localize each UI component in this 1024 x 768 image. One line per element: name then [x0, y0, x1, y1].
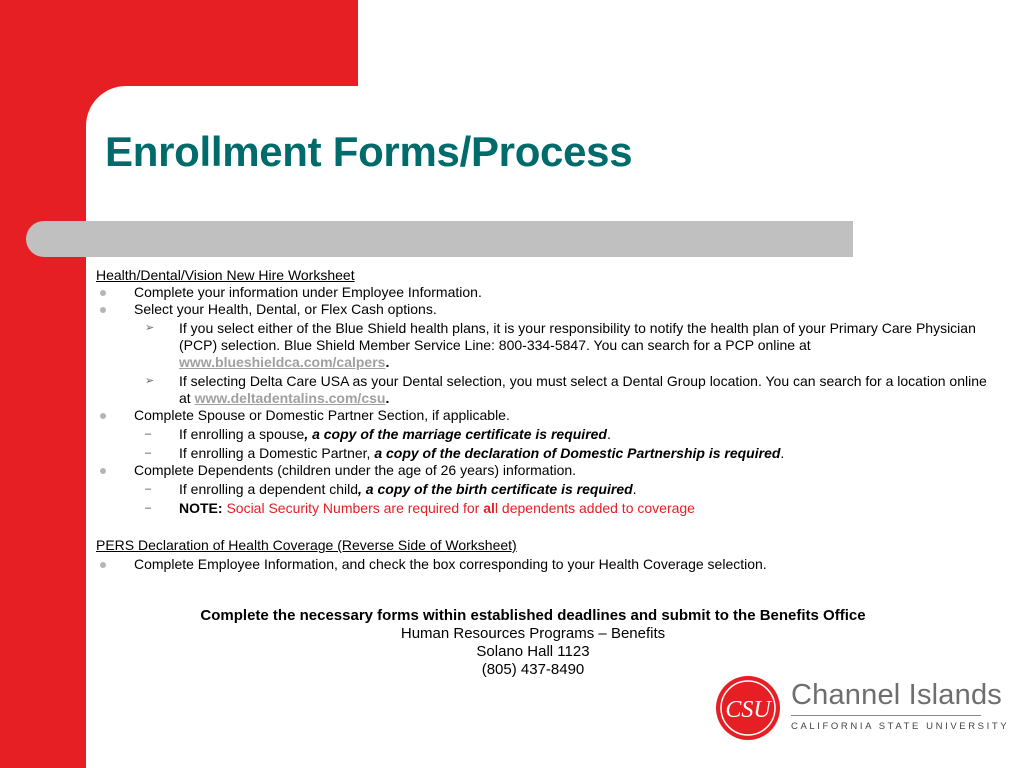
sub-bullet-item: [96, 445, 996, 462]
footer-phone: (805) 437-8490: [481, 661, 585, 678]
bullet-text: Select your Health, Dental, or Flex Cash options.: [134, 301, 437, 317]
bullet-text: Complete Employee Information, and check the box corresponding to your Health Coverage selection.: [134, 556, 767, 572]
slide-footer: [96, 607, 970, 679]
section-heading-worksheet: Health/Dental/Vision New Hire Worksheet: [96, 267, 355, 283]
sub-bullet-item: [96, 373, 996, 407]
university-logo: [715, 675, 1010, 741]
required-notice: a copy of the declaration of Domestic Partnership is required: [374, 445, 781, 461]
sub-bullet-item: [96, 426, 996, 443]
required-notice: , a copy of the marriage certificate is required: [304, 426, 607, 442]
arrow-bullet-icon: ➢: [145, 375, 155, 387]
bullet-dot-icon: [100, 290, 106, 296]
note-emphasis: al: [483, 500, 495, 516]
sub-bullet-item: [96, 320, 996, 371]
arrow-bullet-icon: ➢: [145, 322, 155, 334]
footer-instruction: Complete the necessary forms within established deadlines and submit to the Benefits Office: [200, 607, 866, 624]
logo-subtitle: CALIFORNIA STATE UNIVERSITY: [791, 721, 1010, 732]
required-notice: , a copy of the birth certificate is required: [358, 481, 633, 497]
punctuation: .: [632, 481, 637, 497]
punctuation: .: [385, 354, 390, 370]
note-label: NOTE:: [179, 500, 223, 516]
punctuation: .: [780, 445, 785, 461]
slide-title: Enrollment Forms/Process: [105, 128, 633, 175]
dash-bullet-icon: –: [145, 447, 152, 459]
footer-location: Solano Hall 1123: [476, 643, 590, 660]
dash-bullet-icon: –: [145, 483, 152, 495]
sub-bullet-text: If you select either of the Blue Shield health plans, it is your responsibility to notify the health plan of your Primary Care Physician (PCP) selection. Blue Shield Member Service Line: 800-334-5847. You can search for a PCP online at: [179, 320, 976, 353]
dash-bullet-icon: –: [145, 502, 152, 514]
sub-bullet-text: If enrolling a spouse: [179, 426, 305, 442]
svg-text:CSU: CSU: [725, 697, 771, 723]
bullet-text: Complete your information under Employee Information.: [134, 284, 482, 300]
bullet-dot-icon: [100, 307, 106, 313]
bullet-item: [96, 462, 996, 479]
note-text-end: l dependents added to coverage: [494, 500, 695, 516]
csu-seal-icon: [715, 675, 783, 743]
footer-department: Human Resources Programs – Benefits: [400, 625, 666, 642]
section-heading-pers: PERS Declaration of Health Coverage (Reverse Side of Worksheet): [96, 537, 517, 553]
title-divider-bar: [26, 221, 853, 257]
sub-bullet-text: If enrolling a Domestic Partner,: [179, 445, 375, 461]
note-text: Social Security Numbers are required for: [222, 500, 484, 516]
dash-bullet-icon: –: [145, 428, 152, 440]
sub-bullet-item: [96, 481, 996, 498]
logo-divider: [791, 715, 981, 716]
red-left-strip: [0, 0, 86, 768]
bullet-item: [96, 407, 996, 424]
bullet-item: [96, 556, 996, 573]
bullet-dot-icon: [100, 562, 106, 568]
sub-bullet-text: If enrolling a dependent child: [179, 481, 359, 497]
bullet-text: Complete Dependents (children under the age of 26 years) information.: [134, 462, 577, 478]
spacer: [96, 517, 996, 537]
bullet-dot-icon: [100, 468, 106, 474]
punctuation: .: [385, 390, 390, 406]
logo-wordmark: Channel Islands: [791, 679, 1002, 711]
bullet-item: [96, 284, 996, 301]
slide-body: [96, 267, 996, 573]
bullet-item: [96, 301, 996, 318]
sub-bullet-item: [96, 500, 996, 517]
bullet-dot-icon: [100, 413, 106, 419]
sub-bullet-text: If selecting Delta Care USA as your Dental selection, you must select a Dental Group location. You can search for a location online at: [179, 373, 987, 406]
bullet-text: Complete Spouse or Domestic Partner Section, if applicable.: [134, 407, 510, 423]
blueshield-link[interactable]: www.blueshieldca.com/calpers: [179, 354, 386, 370]
punctuation: .: [606, 426, 611, 442]
deltadental-link[interactable]: www.deltadentalins.com/csu: [194, 390, 386, 406]
